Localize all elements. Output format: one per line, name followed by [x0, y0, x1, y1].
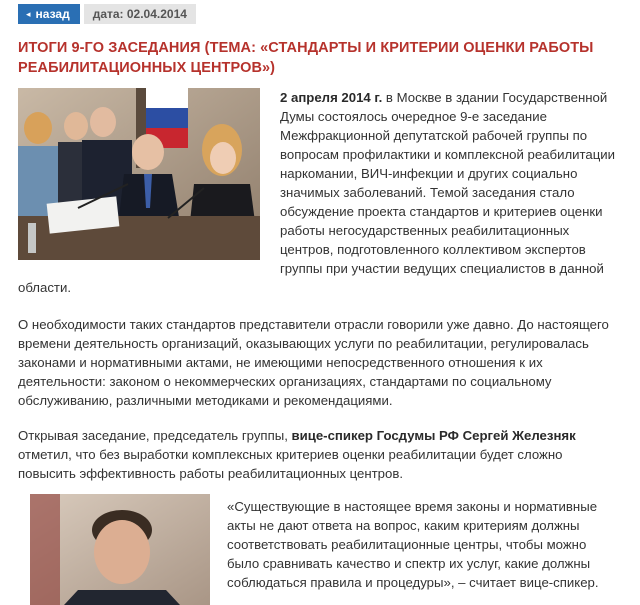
article-paragraph-2: О необходимости таких стандартов представители отрасли говорили уже давно. До настоящего времени деятельность организаций, оказывающих услуги по реабилитации, регулировалась законами и нормативными актами, не имеющими непосредственного отношения к их деятельности: законом о некоммерческих организациях, стандартами по социальному обслуживанию, различными методиками и рекомендациями. — [18, 317, 609, 408]
chevron-left-icon: ◂ — [26, 8, 31, 19]
article-nav — [18, 4, 196, 24]
article-paragraph-1-text: в Москве в здании Государственной Думы состоялось очередное 9-е заседание Межфракционной депутатской рабочей группы по вопросам профилактики и комплексной реабилитации наркомании, ВИЧ-инфекции и других социально значимых заболеваний. Темой заседания стало обсуждение проекта стандартов и критериев оценки работы негосударственных реабилитационных центров, подготовленного коллективом экспертов группы при участии ведущих специалистов в данной области. — [18, 90, 616, 295]
back-button-label: назад — [35, 7, 70, 21]
speaker-quote: «Существующие в настоящее время законы и нормативные акты не дают ответа на вопрос, каким критериям должны соответствовать реабилитационные центры, чтобы можно было сравнивать качество и спектр их услуг, какие должны соблюдаться правила и процедуры», – считает вице-спикер. — [227, 499, 599, 590]
article-paragraph-3-post: отметил, что без выработки комплексных критериев оценки реабилитации будет сложно повысить эффективность работы реабилитационных центров. — [18, 447, 563, 481]
article-date-bold: 2 апреля 2014 г. — [280, 90, 383, 105]
publish-date: дата: 02.04.2014 — [84, 4, 196, 24]
meeting-photo — [18, 88, 260, 260]
speaker-photo — [30, 494, 210, 605]
back-button[interactable] — [18, 4, 80, 24]
article-paragraph-1 — [18, 88, 618, 297]
speaker-name: вице-спикер Госдумы РФ Сергей Железняк — [291, 428, 576, 443]
article-paragraph-3 — [18, 426, 618, 483]
article-paragraph-3-pre: Открывая заседание, председатель группы, — [18, 428, 292, 443]
article-title: ИТОГИ 9-ГО ЗАСЕДАНИЯ (ТЕМА: «СТАНДАРТЫ И КРИТЕРИИ ОЦЕНКИ РАБОТЫ РЕАБИЛИТАЦИОННЫХ ЦЕНТРОВ») — [18, 40, 594, 76]
